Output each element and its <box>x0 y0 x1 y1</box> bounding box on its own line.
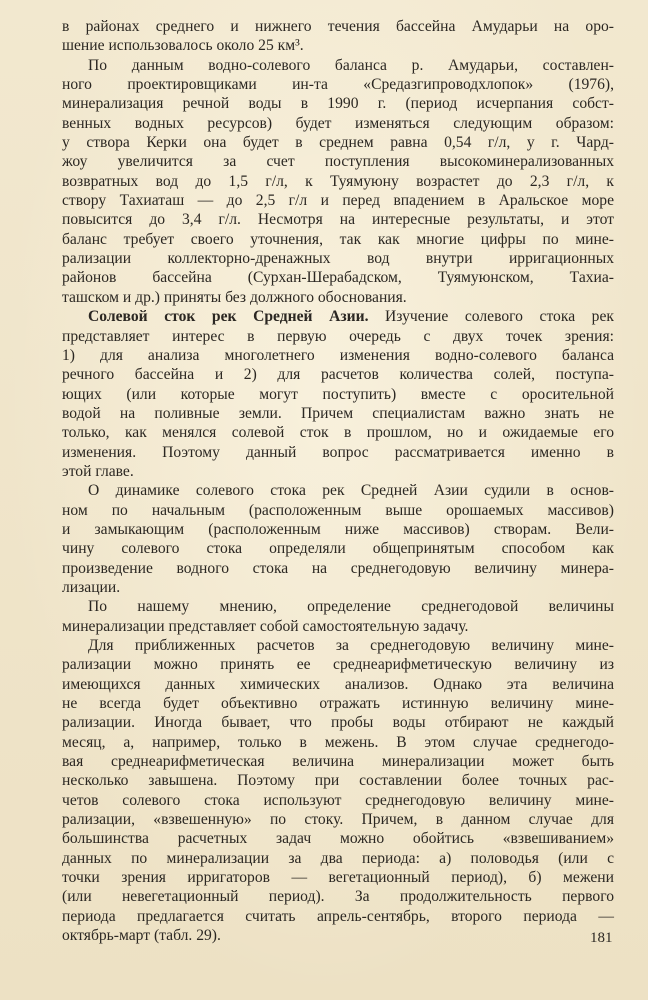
line-text: месяц, а, например, только в межень. В этом случае среднегодо- <box>62 733 614 751</box>
page-number: 181 <box>590 930 613 946</box>
text-line <box>62 75 614 94</box>
line-text: ташском и др.) приняты без должного обоснования. <box>62 288 407 306</box>
text-line <box>62 346 614 365</box>
line-text: речного бассейна и 2) для расчетов количества солей, поступа- <box>62 366 614 384</box>
text-line <box>62 675 614 694</box>
text-line <box>62 385 614 404</box>
line-text: только, как менялся солевой сток в прошлом, но и ожидаемые его <box>62 424 614 442</box>
text-line <box>62 36 614 55</box>
body-text <box>62 17 614 946</box>
text-line <box>62 713 614 732</box>
line-text: и замыкающим (расположенным ниже массивов) створам. Вели- <box>62 520 614 538</box>
line-text: рализации. Иногда бывает, что пробы воды отбирают не каждый <box>62 714 614 732</box>
line-text: рализации коллекторно-дренажных вод внутри ирригационных <box>62 250 614 268</box>
line-text: шение использовалось около 25 км³. <box>62 37 304 55</box>
line-text: возвратных вод до 1,5 г/л, к Туямуюну возрастет до 2,3 г/л, к <box>62 172 614 190</box>
text-line <box>62 559 614 578</box>
text-line <box>62 771 614 790</box>
line-text: По данным водно-солевого баланса р. Амударьи, составлен- <box>88 56 614 74</box>
line-text: По нашему мнению, определение среднегодовой величины <box>88 598 614 616</box>
line-text: жоу увеличится за счет поступления высокоминерализованных <box>62 153 614 171</box>
section-heading: Солевой сток рек Средней Азии. <box>88 308 369 326</box>
line-text: произведение водного стока на среднегодовую величину минера- <box>62 559 614 577</box>
line-text: имеющихся данных химических анализов. Однако эта величина <box>62 675 614 693</box>
text-line <box>62 423 614 442</box>
line-text: несколько завышена. Поэтому при составлении более точных рас- <box>62 772 614 790</box>
line-text: О динамике солевого стока рек Средней Азии судили в основ- <box>88 482 614 500</box>
line-text: водой на поливные земли. Причем специалистам важно знать не <box>62 404 614 422</box>
text-line <box>62 268 614 287</box>
text-line <box>62 249 614 268</box>
text-line <box>62 327 614 346</box>
text-line <box>62 94 614 113</box>
line-text: повысится до 3,4 г/л. Несмотря на интересные результаты, и этот <box>62 211 614 229</box>
line-text: большинства расчетных задач можно обойтись «взвешиванием» <box>62 830 614 848</box>
line-text: рализации можно принять ее среднеарифметическую величину из <box>62 656 614 674</box>
line-text: Изучение солевого стока рек <box>368 308 614 326</box>
text-line <box>62 926 614 945</box>
line-text: ном по начальным (расположенным выше орошаемых массивов) <box>62 501 614 519</box>
line-text: не всегда будет объективно отражать истинную величину мине- <box>62 695 614 713</box>
text-line <box>62 733 614 752</box>
line-text: (или невегетационный период). За продолжительность первого <box>62 888 614 906</box>
text-line <box>62 501 614 520</box>
text-line <box>62 520 614 539</box>
line-text: этой главе. <box>62 462 134 480</box>
line-text: ного проектировщиками ин-та «Средазгипроводхлопок» (1976), <box>62 76 614 94</box>
text-line <box>62 56 614 75</box>
line-text: рализации, «взвешенную» по стоку. Причем, в данном случае для <box>62 811 614 829</box>
text-line <box>62 462 614 481</box>
line-text: ющих (или которые могут поступить) вместе с оросительной <box>62 385 614 403</box>
text-line <box>62 539 614 558</box>
line-text: венных водных ресурсов) будет изменяться следующим образом: <box>62 114 614 132</box>
text-line <box>62 152 614 171</box>
line-text: лизации. <box>62 578 121 596</box>
text-line <box>62 443 614 462</box>
text-line <box>62 597 614 616</box>
text-line <box>62 230 614 249</box>
line-text: вая среднеарифметическая величина минерализации может быть <box>62 753 614 771</box>
line-text: Для приближенных расчетов за среднегодовую величину мине- <box>88 637 614 654</box>
text-line <box>62 288 614 307</box>
text-line <box>62 752 614 771</box>
line-text: представляет интерес в первую очередь с двух точек зрения: <box>62 327 614 345</box>
text-line <box>62 114 614 133</box>
text-line <box>62 17 614 36</box>
text-line <box>62 868 614 887</box>
text-line <box>62 481 614 500</box>
text-line <box>62 578 614 597</box>
line-text: 1) для анализа многолетнего изменения водно-солевого баланса <box>62 346 614 364</box>
line-text: данных по минерализации за два периода: а) половодья (или с <box>62 849 614 867</box>
text-line <box>62 210 614 229</box>
line-text: в районах среднего и нижнего течения бассейна Амударьи на оро- <box>62 18 614 35</box>
text-line <box>62 617 614 636</box>
text-line <box>62 849 614 868</box>
line-text: створу Тахиаташ — до 2,5 г/л и перед впадением в Аральское море <box>62 192 614 210</box>
line-text: изменения. Поэтому данный вопрос рассматривается именно в <box>62 443 614 461</box>
line-text: минерализация речной воды в 1990 г. (период исчерпания собст- <box>62 95 614 113</box>
text-line <box>62 307 614 326</box>
line-text: точки зрения ирригаторов — вегетационный период), б) межени <box>62 869 614 887</box>
text-line <box>62 404 614 423</box>
text-line <box>62 133 614 152</box>
text-line <box>62 636 614 655</box>
text-line <box>62 810 614 829</box>
line-text: октябрь-март (табл. 29). <box>62 927 221 945</box>
text-line <box>62 694 614 713</box>
text-line <box>62 172 614 191</box>
line-text: у створа Керки она будет в среднем равна 0,54 г/л, у г. Чард- <box>62 134 614 152</box>
line-text: чину солевого стока определяли общепринятым способом как <box>62 540 614 558</box>
line-text: баланс требует своего уточнения, так как многие цифры по мине- <box>62 230 614 248</box>
line-text: минерализации представляет собой самостоятельную задачу. <box>62 617 469 635</box>
text-line <box>62 791 614 810</box>
text-line <box>62 887 614 906</box>
line-text: периода предлагается считать апрель-сентябрь, второго периода — <box>62 907 614 925</box>
line-text: четов солевого стока используют среднегодовую величину мине- <box>62 791 614 809</box>
text-line <box>62 829 614 848</box>
text-line <box>62 191 614 210</box>
line-text: районов бассейна (Сурхан-Шерабадском, Туямуюнском, Тахиа- <box>62 269 614 287</box>
text-line <box>62 365 614 384</box>
text-line <box>62 907 614 926</box>
text-line <box>62 655 614 674</box>
